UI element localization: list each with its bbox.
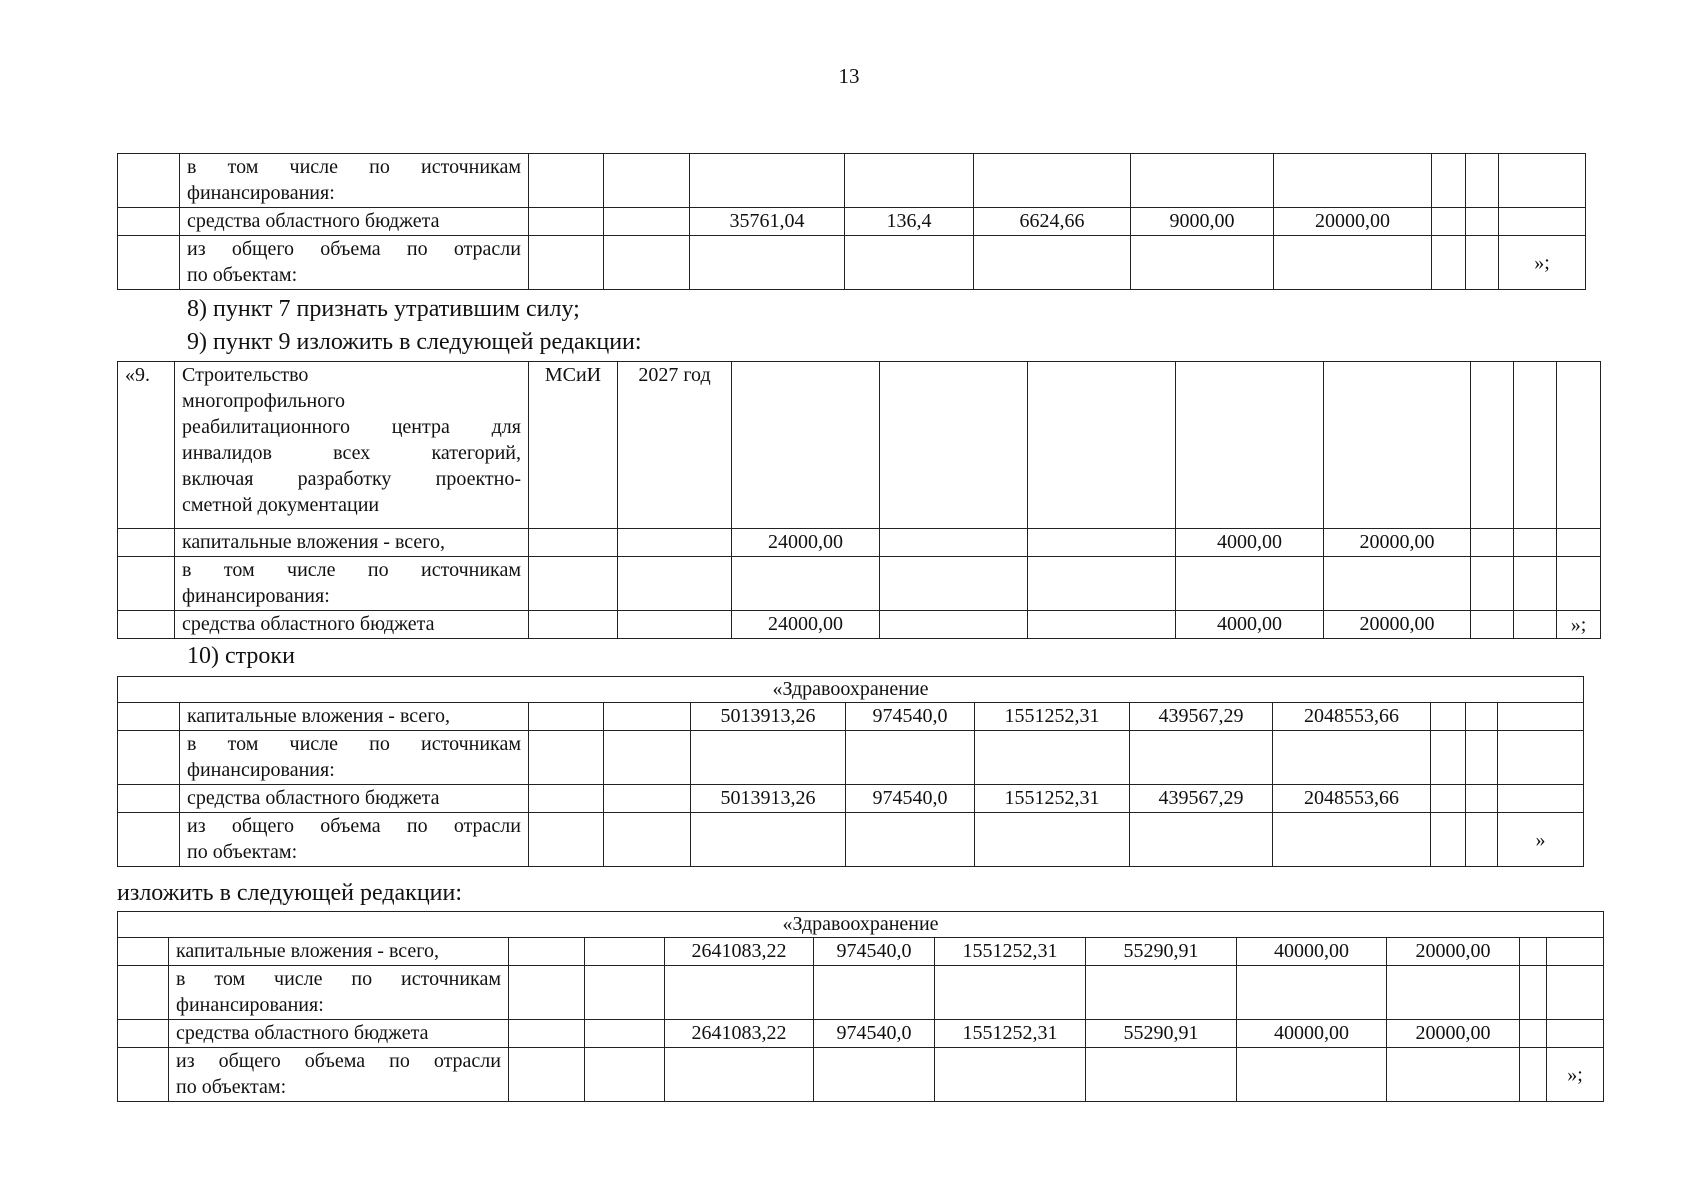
number-cell [118,236,180,290]
empty-cell [732,362,880,529]
value-cell [691,731,846,785]
table-row [118,611,1601,639]
row-label: из общего объема по отрасли по объектам: [180,813,529,867]
item-9-text: 9) пункт 9 изложить в следующей редакции: [187,329,642,355]
value-cell: 55290,91 [1086,1020,1237,1048]
closing-quote: » [1498,813,1584,867]
value-cell: 35761,04 [690,208,845,236]
row-label: в том числе по источникам финансирования: [175,557,529,611]
value-cell [1131,154,1274,208]
empty-cell [618,611,732,639]
empty-cell [1432,154,1466,208]
empty-cell [880,557,1028,611]
table-healthcare-current [117,676,1584,867]
closing-quote [1498,731,1584,785]
empty-cell [1466,703,1498,731]
item-number: «9. [118,362,175,529]
empty-cell [1466,208,1499,236]
row-label: в том числе по источникам финансирования: [180,731,529,785]
empty-cell [1471,611,1514,639]
closing-quote [1547,1020,1604,1048]
empty-cell [529,813,604,867]
empty-cell [1431,785,1466,813]
table-row [118,966,1604,1020]
empty-cell [1466,731,1498,785]
table-row [118,813,1584,867]
empty-cell [1466,813,1498,867]
number-cell [118,154,180,208]
empty-cell [529,236,604,290]
empty-cell [509,1048,585,1102]
empty-cell [509,938,585,966]
value-cell: 24000,00 [732,611,880,639]
value-cell [974,236,1131,290]
empty-cell [880,529,1028,557]
item-10-text: 10) строки [187,643,295,669]
empty-cell [1431,813,1466,867]
value-cell: 974540,0 [814,1020,935,1048]
value-cell [1324,557,1471,611]
table-row [118,154,1586,208]
empty-cell [529,557,618,611]
value-cell: 20000,00 [1274,208,1432,236]
value-cell [845,154,974,208]
value-cell [1131,236,1274,290]
value-cell [1130,731,1273,785]
empty-cell [529,208,604,236]
value-cell: 136,4 [845,208,974,236]
empty-cell [618,557,732,611]
table-row [118,557,1601,611]
empty-cell [604,236,690,290]
empty-cell [1520,938,1547,966]
table-row [118,912,1604,938]
closing-quote [1557,529,1601,557]
number-cell [118,208,180,236]
closing-quote [1499,154,1586,208]
empty-cell [529,703,604,731]
closing-quote: »; [1547,1048,1604,1102]
row-label: средства областного бюджета [180,785,529,813]
value-cell: 4000,00 [1176,529,1324,557]
closing-quote [1498,785,1584,813]
value-cell [846,813,975,867]
value-cell: 2641083,22 [665,938,814,966]
empty-cell [1466,785,1498,813]
new-edition-text: изложить в следующей редакции: [117,880,463,906]
value-cell [1176,557,1324,611]
value-cell [974,154,1131,208]
value-cell [665,966,814,1020]
value-cell [1273,813,1431,867]
value-cell [1237,1048,1387,1102]
value-cell: 1551252,31 [975,785,1130,813]
empty-cell [604,208,690,236]
value-cell: 974540,0 [846,703,975,731]
empty-cell [529,731,604,785]
page-number: 13 [838,64,860,88]
value-cell [1086,1048,1237,1102]
row-label: из общего объема по отрасли по объектам: [169,1048,509,1102]
table-row [118,1048,1604,1102]
table-row [118,208,1586,236]
row-label: средства областного бюджета [169,1020,509,1048]
value-cell [691,813,846,867]
value-cell [935,966,1086,1020]
value-cell: 20000,00 [1324,529,1471,557]
empty-cell [1028,362,1176,529]
value-cell: 20000,00 [1387,1020,1520,1048]
empty-cell [509,966,585,1020]
empty-cell [1466,154,1499,208]
table-row [118,785,1584,813]
empty-cell [118,938,169,966]
table-row [118,703,1584,731]
value-cell [846,731,975,785]
empty-cell [529,785,604,813]
closing-quote [1498,703,1584,731]
empty-cell [118,813,180,867]
closing-quote [1547,938,1604,966]
value-cell: 20000,00 [1387,938,1520,966]
empty-cell [118,785,180,813]
empty-cell [1466,236,1499,290]
item-8-text: 8) пункт 7 признать утратившим силу; [187,296,580,322]
row-label: капитальные вложения - всего, [180,703,529,731]
value-cell: 2048553,66 [1273,703,1431,731]
value-cell [1387,966,1520,1020]
empty-cell [585,1020,665,1048]
table-continuation [117,153,1586,290]
empty-cell [118,1048,169,1102]
value-cell [845,236,974,290]
row-label: из общего объема по отрасли по объектам: [180,236,529,290]
row-label: в том числе по источникам финансирования: [180,154,529,208]
value-cell: 40000,00 [1237,938,1387,966]
table-row [118,731,1584,785]
empty-cell [1432,208,1466,236]
value-cell: 6624,66 [974,208,1131,236]
closing-quote [1499,208,1586,236]
empty-cell [880,362,1028,529]
row-label: капитальные вложения - всего, [169,938,509,966]
value-cell: 439567,29 [1130,785,1273,813]
empty-cell [618,529,732,557]
empty-cell [1520,1020,1547,1048]
empty-cell [1514,557,1557,611]
value-cell [975,731,1130,785]
empty-cell [1514,611,1557,639]
value-cell: 55290,91 [1086,938,1237,966]
empty-cell [1471,529,1514,557]
empty-cell [1471,362,1514,529]
empty-cell [529,611,618,639]
empty-cell [604,731,691,785]
empty-cell [509,1020,585,1048]
table-row [118,938,1604,966]
empty-cell [585,938,665,966]
empty-cell [1432,236,1466,290]
value-cell [1274,236,1432,290]
empty-cell [1471,557,1514,611]
table-item-9 [117,361,1601,639]
value-cell [1273,731,1431,785]
empty-cell [118,529,175,557]
empty-cell [880,611,1028,639]
empty-cell [1514,362,1557,529]
value-cell [1274,154,1432,208]
value-cell: 439567,29 [1130,703,1273,731]
value-cell: 1551252,31 [975,703,1130,731]
row-label: капитальные вложения - всего, [175,529,529,557]
value-cell [975,813,1130,867]
empty-cell [585,1048,665,1102]
value-cell [814,1048,935,1102]
value-cell: 40000,00 [1237,1020,1387,1048]
empty-cell [118,703,180,731]
closing-quote [1547,966,1604,1020]
row-label: средства областного бюджета [180,208,529,236]
empty-cell [1176,362,1324,529]
value-cell: 974540,0 [814,938,935,966]
empty-cell [1431,703,1466,731]
value-cell [665,1048,814,1102]
value-cell: 20000,00 [1324,611,1471,639]
value-cell: 2641083,22 [665,1020,814,1048]
empty-cell [529,529,618,557]
section-header: «Здравоохранение [118,912,1604,938]
year-cell: 2027 год [618,362,732,529]
empty-cell [1514,529,1557,557]
empty-cell [1028,557,1176,611]
value-cell [690,154,845,208]
value-cell: 1551252,31 [935,1020,1086,1048]
table-row [118,529,1601,557]
closing-quote [1557,557,1601,611]
empty-cell [1557,362,1601,529]
table-row [118,362,1601,529]
value-cell: 1551252,31 [935,938,1086,966]
empty-cell [118,611,175,639]
empty-cell [118,731,180,785]
empty-cell [118,1020,169,1048]
value-cell [732,557,880,611]
value-cell [1237,966,1387,1020]
table-row [118,1020,1604,1048]
value-cell: 24000,00 [732,529,880,557]
empty-cell [604,703,691,731]
empty-cell [118,557,175,611]
customer-cell: МСиИ [529,362,618,529]
empty-cell [118,966,169,1020]
object-name: Строительство многопрофильного реабилитационного центра для инвалидов всех категорий, включая разработку проектно- сметной документации [175,362,529,529]
closing-quote: »; [1557,611,1601,639]
empty-cell [604,785,691,813]
empty-cell [1324,362,1471,529]
empty-cell [1028,611,1176,639]
table-healthcare-new [117,911,1604,1102]
row-label: в том числе по источникам финансирования: [169,966,509,1020]
empty-cell [1520,966,1547,1020]
empty-cell [604,813,691,867]
table-row [118,236,1586,290]
value-cell: 974540,0 [846,785,975,813]
row-label: средства областного бюджета [175,611,529,639]
section-header: «Здравоохранение [118,677,1584,703]
value-cell [814,966,935,1020]
value-cell [1387,1048,1520,1102]
value-cell [1130,813,1273,867]
empty-cell [1520,1048,1547,1102]
value-cell [935,1048,1086,1102]
value-cell: 5013913,26 [691,703,846,731]
value-cell: 2048553,66 [1273,785,1431,813]
table-row [118,677,1584,703]
empty-cell [529,154,604,208]
value-cell [690,236,845,290]
empty-cell [585,966,665,1020]
value-cell: 9000,00 [1131,208,1274,236]
empty-cell [1028,529,1176,557]
empty-cell [604,154,690,208]
empty-cell [1431,731,1466,785]
value-cell: 5013913,26 [691,785,846,813]
value-cell [1086,966,1237,1020]
closing-quote: »; [1499,236,1586,290]
value-cell: 4000,00 [1176,611,1324,639]
